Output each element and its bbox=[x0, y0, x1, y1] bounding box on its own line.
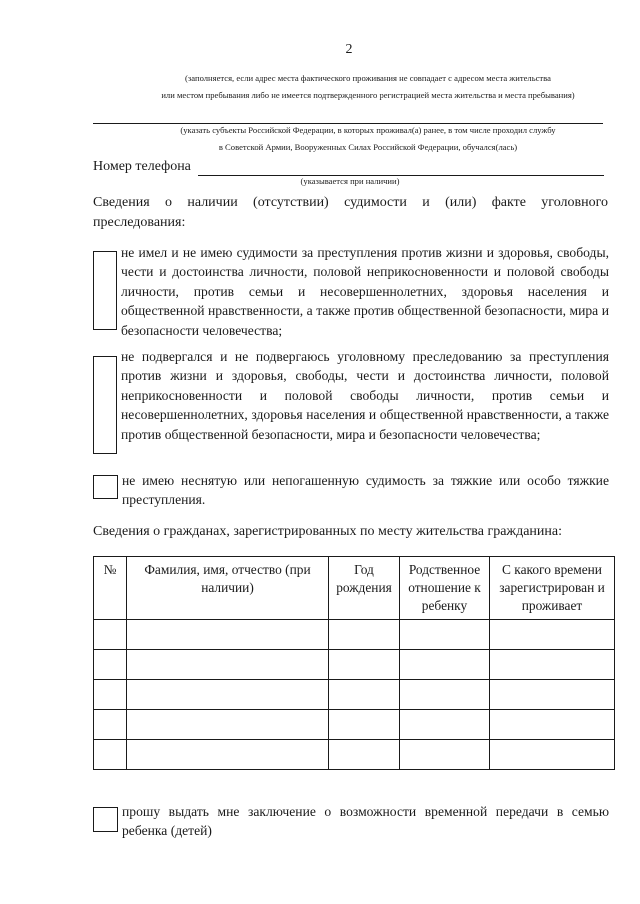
no-serious-conviction-text: не имею неснятую или непогашенную судимость за тяжкие или особо тяжкие преступления. bbox=[122, 473, 609, 508]
table-cell[interactable] bbox=[127, 620, 329, 650]
no-prosecution-text: не подвергался и не подвергаюсь уголовному преследованию за преступления против жизни и здоровья, свободы, чести и достоинства личности, половой неприкосновенности и половой свободы личности, против семьи и несовершеннолетних, здоровья населения и общественной нравственности, а также против общественной безопасности, мира и безопасности человечества; bbox=[121, 349, 609, 442]
table-cell[interactable] bbox=[400, 620, 490, 650]
subjects-note-line2: в Советской Армии, Вооруженных Силах Российской Федерации, обучался(лась) bbox=[218, 142, 518, 152]
page-number: 2 bbox=[345, 42, 353, 57]
table-cell[interactable] bbox=[94, 740, 127, 770]
table-cell[interactable] bbox=[127, 710, 329, 740]
table-cell[interactable] bbox=[329, 710, 400, 740]
address-note-line2: или местом пребывания либо не имеется подтвержденного регистрацией места жительства и места пребывания) bbox=[161, 90, 575, 100]
phone-input[interactable] bbox=[198, 160, 604, 176]
table-cell[interactable] bbox=[94, 710, 127, 740]
citizens-table bbox=[93, 556, 615, 770]
table-cell[interactable] bbox=[490, 620, 615, 650]
column-number: № bbox=[94, 557, 127, 620]
table-cell[interactable] bbox=[329, 650, 400, 680]
table-cell[interactable] bbox=[329, 740, 400, 770]
table-cell[interactable] bbox=[490, 740, 615, 770]
table-row bbox=[94, 740, 615, 770]
no-serious-conviction-checkbox[interactable] bbox=[93, 475, 118, 499]
address-note-line1: (заполняется, если адрес места фактического проживания не совпадает с адресом места жительства bbox=[185, 73, 551, 83]
table-cell[interactable] bbox=[400, 710, 490, 740]
table-cell[interactable] bbox=[400, 680, 490, 710]
table-row bbox=[94, 710, 615, 740]
column-relation: Родственное отношение к ребенку bbox=[400, 557, 490, 620]
phone-label: Номер телефона bbox=[93, 159, 191, 174]
table-row bbox=[94, 620, 615, 650]
table-row bbox=[94, 680, 615, 710]
no-conviction-text: не имел и не имею судимости за преступления против жизни и здоровья, свободы, чести и достоинства личности, половой неприкосновенности и половой свободы личности, против семьи и несовершеннолетних, здоровья населения и общественной нравственности, а также против общественной безопасности, мира и безопасности человечества; bbox=[121, 245, 609, 338]
criminal-section-heading: Сведения о наличии (отсутствии) судимости и (или) факте уголовного преследования: bbox=[93, 195, 608, 230]
table-cell[interactable] bbox=[490, 680, 615, 710]
column-registered-since: С какого времени зарегистрирован и проживает bbox=[490, 557, 615, 620]
table-cell[interactable] bbox=[94, 650, 127, 680]
previous-residence-line[interactable] bbox=[93, 123, 603, 124]
table-cell[interactable] bbox=[490, 650, 615, 680]
table-cell[interactable] bbox=[94, 680, 127, 710]
table-cell[interactable] bbox=[329, 680, 400, 710]
phone-hint: (указывается при наличии) bbox=[300, 176, 400, 186]
table-cell[interactable] bbox=[127, 680, 329, 710]
request-conclusion-text: прошу выдать мне заключение о возможности временной передачи в семью ребенка (детей) bbox=[122, 804, 609, 839]
table-cell[interactable] bbox=[94, 620, 127, 650]
table-cell[interactable] bbox=[490, 710, 615, 740]
table-cell[interactable] bbox=[400, 650, 490, 680]
no-conviction-checkbox[interactable] bbox=[93, 251, 117, 330]
subjects-note-line1: (указать субъекты Российской Федерации, в которых проживал(а) ранее, в том числе проходил службу bbox=[180, 125, 556, 135]
request-conclusion-checkbox[interactable] bbox=[93, 807, 118, 832]
table-cell[interactable] bbox=[400, 740, 490, 770]
table-cell[interactable] bbox=[127, 650, 329, 680]
column-full-name: Фамилия, имя, отчество (при наличии) bbox=[127, 557, 329, 620]
table-header-row bbox=[94, 557, 615, 620]
table-row bbox=[94, 650, 615, 680]
citizens-section-heading: Сведения о гражданах, зарегистрированных по месту жительства гражданина: bbox=[93, 524, 562, 539]
no-prosecution-checkbox[interactable] bbox=[93, 356, 117, 454]
table-cell[interactable] bbox=[329, 620, 400, 650]
table-cell[interactable] bbox=[127, 740, 329, 770]
column-birth-year: Год рождения bbox=[329, 557, 400, 620]
